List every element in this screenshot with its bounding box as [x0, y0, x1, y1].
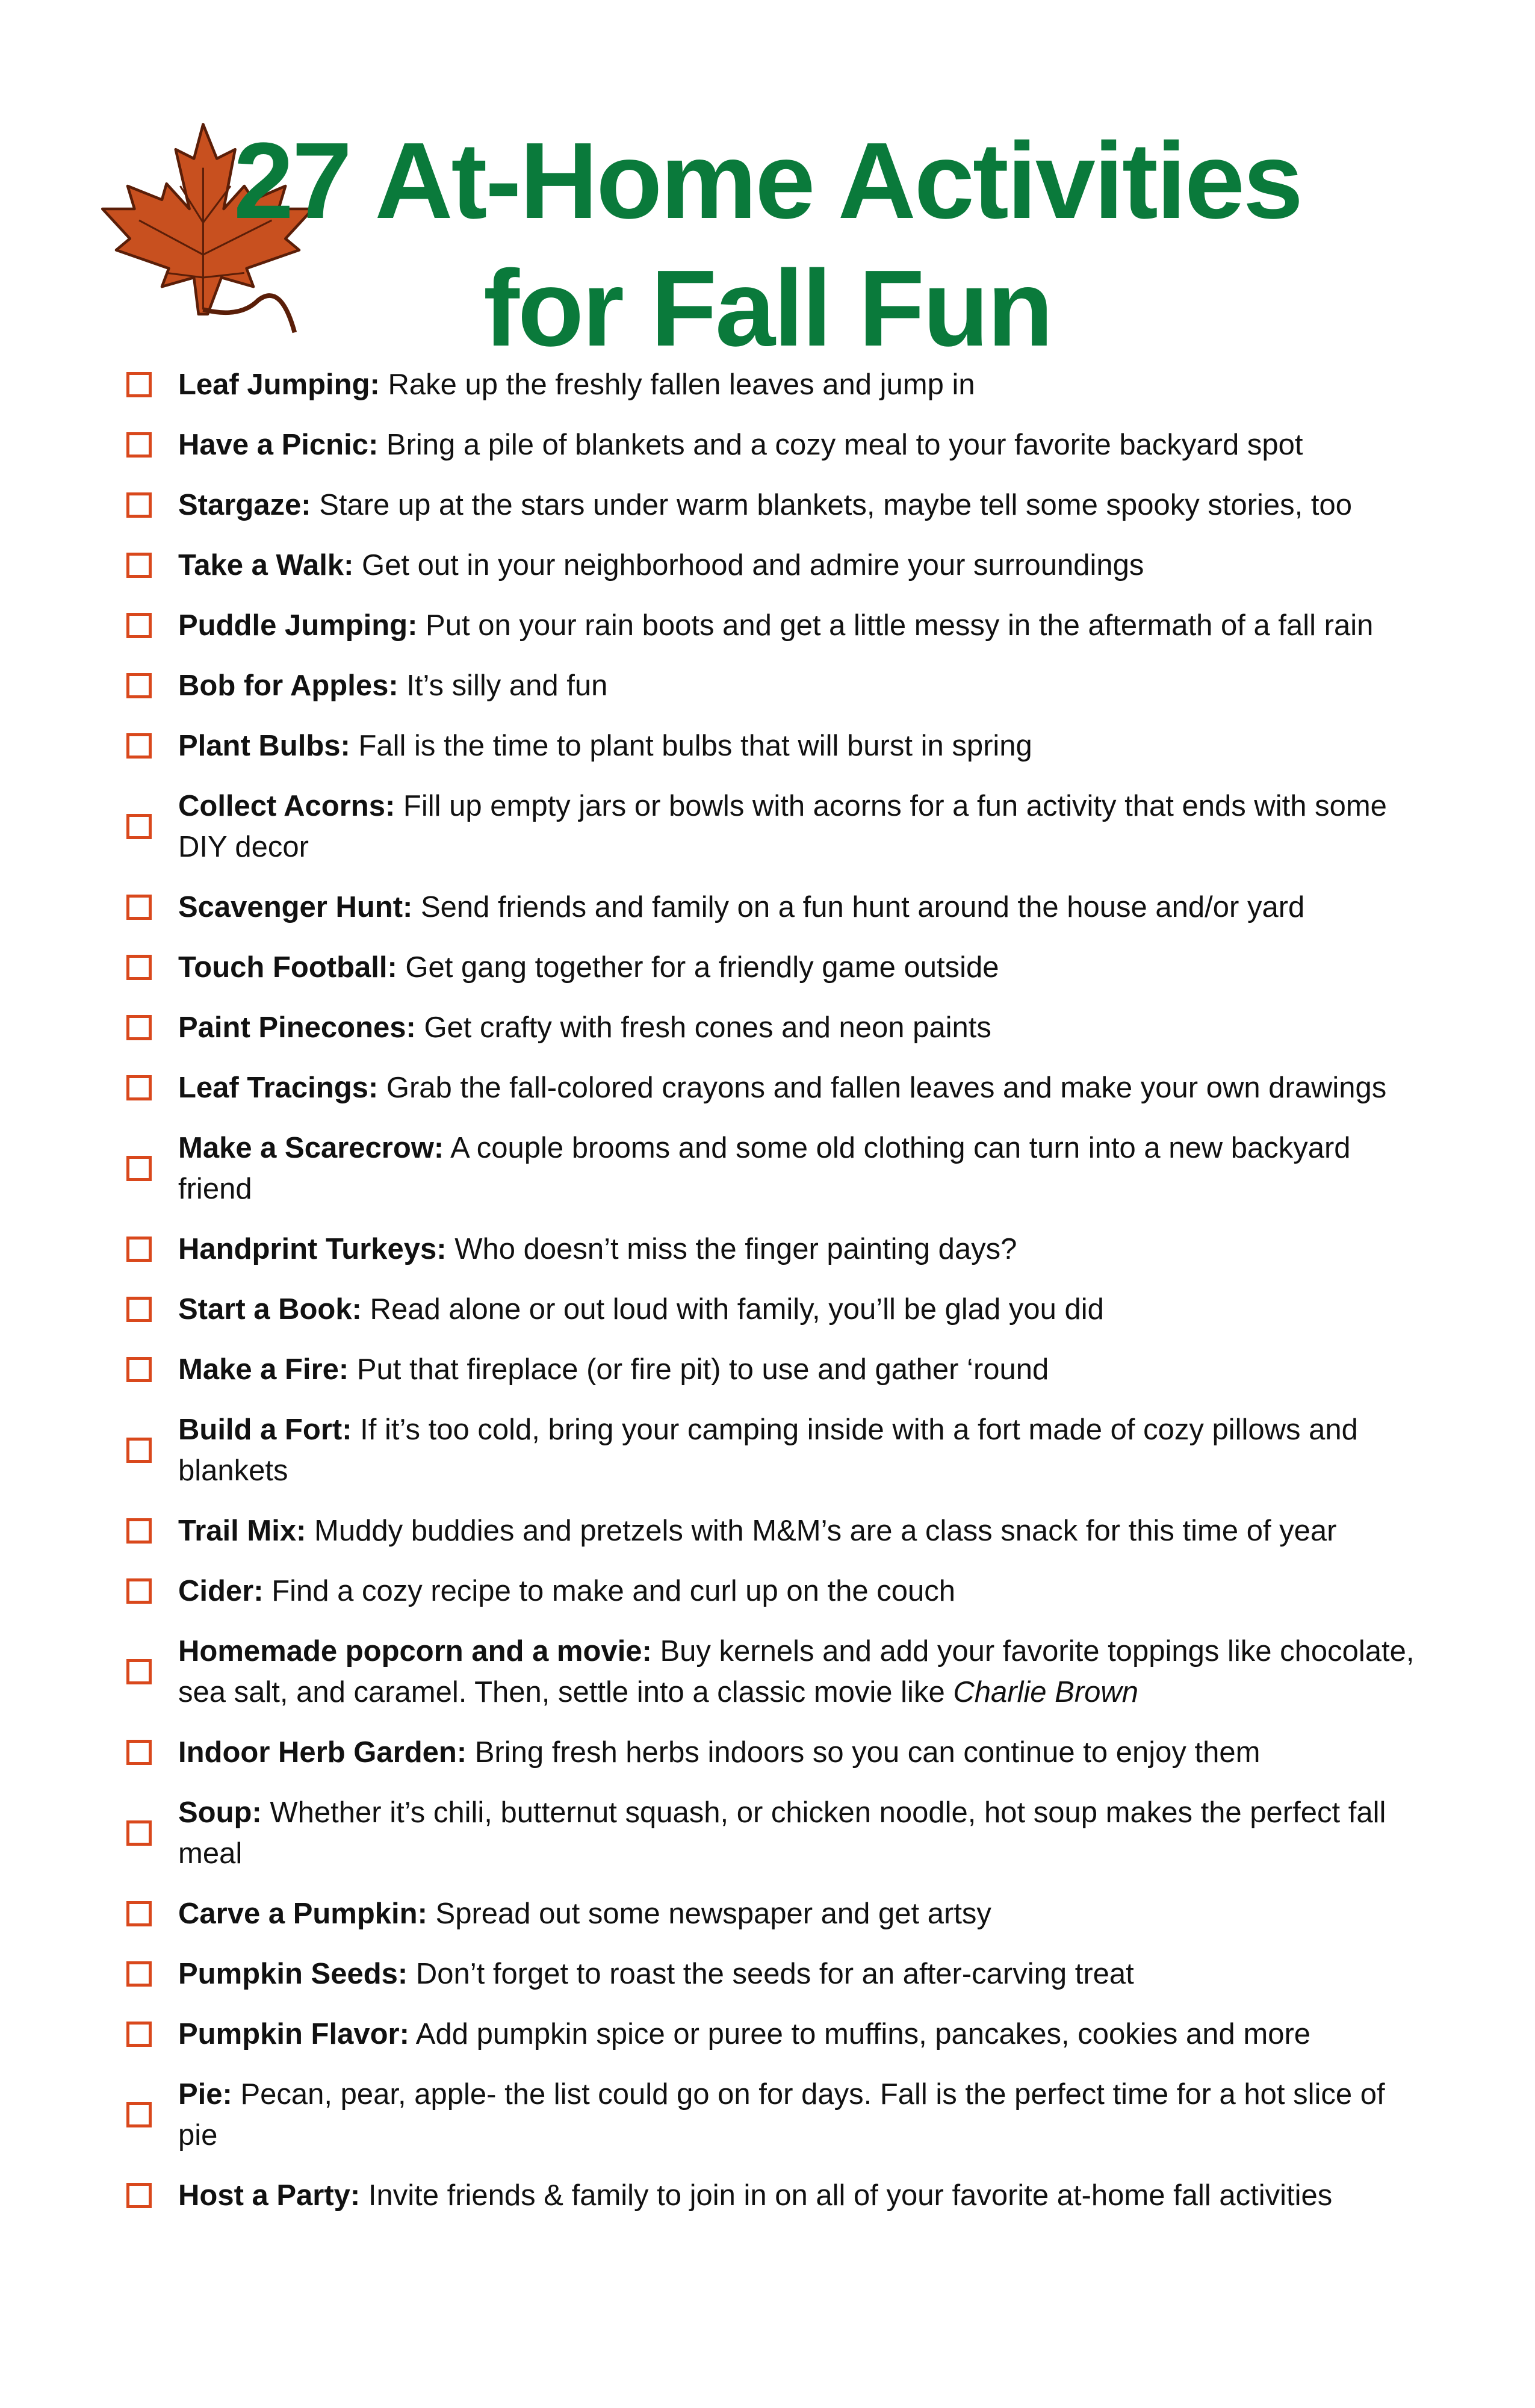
activity-text — [178, 1289, 1424, 1330]
list-item — [126, 605, 1427, 646]
activity-label: Handprint Turkeys: — [178, 1233, 447, 1265]
activity-text — [178, 1631, 1424, 1713]
activity-label: Soup: — [178, 1796, 262, 1829]
activity-label: Cider: — [178, 1575, 264, 1607]
checkbox[interactable] — [126, 553, 152, 578]
activity-text — [178, 1067, 1424, 1108]
checkbox[interactable] — [126, 613, 152, 638]
activity-label: Homemade popcorn and a movie: — [178, 1635, 652, 1668]
checkbox[interactable] — [126, 2102, 152, 2127]
activity-label: Start a Book: — [178, 1293, 362, 1326]
activity-text — [178, 665, 1424, 706]
list-item — [126, 545, 1427, 586]
activity-description: Get gang together for a friendly game outside — [397, 951, 999, 984]
activity-label: Leaf Jumping: — [178, 368, 380, 401]
checkbox[interactable] — [126, 432, 152, 458]
activity-description: Send friends and family on a fun hunt around the house and/or yard — [412, 891, 1305, 923]
activity-description: Invite friends & family to join in on all of your favorite at-home fall activities — [360, 2179, 1333, 2212]
list-item — [126, 1349, 1427, 1390]
list-item — [126, 725, 1427, 766]
checkbox[interactable] — [126, 1961, 152, 1987]
activity-text — [178, 1510, 1424, 1551]
checkbox[interactable] — [126, 1156, 152, 1181]
checkbox[interactable] — [126, 1740, 152, 1765]
list-item — [126, 1792, 1427, 1874]
activity-text — [178, 1007, 1424, 1048]
list-item — [126, 2175, 1427, 2216]
activity-description: If it’s too cold, bring your camping inside with a fort made of cozy pillows and blankets — [178, 1413, 1358, 1487]
list-item — [126, 887, 1427, 928]
activity-label: Trail Mix: — [178, 1515, 306, 1547]
activity-description: Get crafty with fresh cones and neon paints — [415, 1011, 991, 1044]
list-item — [126, 1007, 1427, 1048]
list-item — [126, 1732, 1427, 1773]
activity-text — [178, 786, 1424, 867]
activity-description: A couple brooms and some old clothing can turn into a new backyard friend — [178, 1132, 1351, 1205]
activity-label: Indoor Herb Garden: — [178, 1736, 467, 1769]
activity-description: Fill up empty jars or bowls with acorns for a fun activity that ends with some DIY decor — [178, 790, 1387, 863]
list-item — [126, 947, 1427, 988]
activity-label: Scavenger Hunt: — [178, 891, 413, 923]
activity-description: Bring fresh herbs indoors so you can continue to enjoy them — [467, 1736, 1261, 1769]
list-item — [126, 1631, 1427, 1713]
activity-label: Pie: — [178, 2078, 232, 2111]
checkbox[interactable] — [126, 2022, 152, 2047]
list-item — [126, 2074, 1427, 2156]
activity-description: It’s silly and fun — [398, 669, 608, 702]
checkbox[interactable] — [126, 1578, 152, 1604]
activity-text — [178, 1229, 1424, 1270]
list-item — [126, 424, 1427, 465]
activity-label: Collect Acorns: — [178, 790, 395, 822]
list-item — [126, 786, 1427, 867]
activity-description: Grab the fall-colored crayons and fallen leaves and make your own drawings — [378, 1072, 1387, 1104]
activity-description: Find a cozy recipe to make and curl up on the couch — [263, 1575, 955, 1607]
checkbox[interactable] — [126, 955, 152, 980]
activity-label: Bob for Apples: — [178, 669, 398, 702]
list-item — [126, 1893, 1427, 1934]
activity-text — [178, 545, 1424, 586]
activity-description: Put that fireplace (or fire pit) to use and gather ‘round — [349, 1353, 1049, 1386]
activity-text — [178, 1571, 1424, 1612]
activity-label: Take a Walk: — [178, 549, 354, 582]
activity-label: Make a Fire: — [178, 1353, 349, 1386]
list-item — [126, 1289, 1427, 1330]
activity-text — [178, 725, 1424, 766]
activity-description: Stare up at the stars under warm blankets, maybe tell some spooky stories, too — [311, 489, 1353, 521]
activity-description: Buy kernels and add your favorite toppings like chocolate, sea salt, and caramel. Then, settle into a classic movie like — [178, 1635, 1415, 1708]
checkbox[interactable] — [126, 1901, 152, 1926]
checkbox[interactable] — [126, 492, 152, 518]
checkbox[interactable] — [126, 2183, 152, 2208]
list-item — [126, 1510, 1427, 1551]
list-item — [126, 1953, 1427, 1994]
activity-text — [178, 887, 1424, 928]
activity-label: Carve a Pumpkin: — [178, 1898, 427, 1930]
checkbox[interactable] — [126, 1075, 152, 1100]
checkbox[interactable] — [126, 372, 152, 397]
list-item — [126, 1571, 1427, 1612]
checkbox[interactable] — [126, 1438, 152, 1463]
list-item — [126, 1409, 1427, 1491]
activity-label: Plant Bulbs: — [178, 730, 350, 762]
activity-description: Get out in your neighborhood and admire your surroundings — [353, 549, 1144, 582]
activity-text — [178, 605, 1424, 646]
title-line-2: for Fall Fun — [483, 248, 1052, 369]
activity-description: Put on your rain boots and get a little messy in the aftermath of a fall rain — [417, 609, 1374, 642]
activity-text — [178, 1349, 1424, 1390]
activity-label: Host a Party: — [178, 2179, 361, 2212]
activity-text — [178, 1893, 1424, 1934]
activity-description: Add pumpkin spice or puree to muffins, pancakes, cookies and more — [409, 2018, 1311, 2050]
activity-text — [178, 947, 1424, 988]
page-title — [0, 117, 1535, 373]
activity-label: Paint Pinecones: — [178, 1011, 416, 1044]
activity-description: Don’t forget to roast the seeds for an after-carving treat — [408, 1958, 1134, 1990]
activity-text — [178, 1409, 1424, 1491]
activity-label: Make a Scarecrow: — [178, 1132, 444, 1164]
activity-emphasis: Charlie Brown — [953, 1676, 1139, 1708]
activity-label: Build a Fort: — [178, 1413, 352, 1446]
list-item — [126, 1229, 1427, 1270]
list-item — [126, 2014, 1427, 2055]
activity-label: Pumpkin Seeds: — [178, 1958, 408, 1990]
checkbox[interactable] — [126, 733, 152, 759]
activity-text — [178, 424, 1424, 465]
list-item — [126, 665, 1427, 706]
checkbox[interactable] — [126, 1820, 152, 1846]
list-item — [126, 485, 1427, 526]
checkbox[interactable] — [126, 895, 152, 920]
activity-label: Stargaze: — [178, 489, 311, 521]
activity-label: Puddle Jumping: — [178, 609, 418, 642]
activity-text — [178, 1732, 1424, 1773]
title-line-1: 27 At-Home Activities — [233, 120, 1302, 241]
activity-checklist — [126, 364, 1427, 2235]
activity-text — [178, 2014, 1424, 2055]
checkbox[interactable] — [126, 1237, 152, 1262]
activity-description: Fall is the time to plant bulbs that will burst in spring — [350, 730, 1032, 762]
activity-label: Leaf Tracings: — [178, 1072, 379, 1104]
checkbox[interactable] — [126, 1297, 152, 1322]
checkbox[interactable] — [126, 1015, 152, 1040]
activity-description: Spread out some newspaper and get artsy — [427, 1898, 991, 1930]
activity-text — [178, 1953, 1424, 1994]
activity-text — [178, 485, 1424, 526]
checkbox[interactable] — [126, 1659, 152, 1684]
activity-label: Have a Picnic: — [178, 429, 379, 461]
activity-description: Read alone or out loud with family, you’ll be glad you did — [361, 1293, 1104, 1326]
activity-text — [178, 364, 1424, 405]
list-item — [126, 1067, 1427, 1108]
activity-label: Touch Football: — [178, 951, 397, 984]
activity-text — [178, 1792, 1424, 1874]
activity-label: Pumpkin Flavor: — [178, 2018, 409, 2050]
activity-description: Pecan, pear, apple- the list could go on for days. Fall is the perfect time for a hot slice of pie — [178, 2078, 1385, 2152]
checkbox[interactable] — [126, 1518, 152, 1544]
activity-text — [178, 2074, 1424, 2156]
activity-description: Muddy buddies and pretzels with M&M’s are a class snack for this time of year — [306, 1515, 1337, 1547]
list-item — [126, 364, 1427, 405]
checkbox[interactable] — [126, 814, 152, 839]
activity-description: Whether it’s chili, butternut squash, or chicken noodle, hot soup makes the perfect fall meal — [178, 1796, 1386, 1870]
checkbox[interactable] — [126, 1357, 152, 1382]
activity-text — [178, 2175, 1424, 2216]
checkbox[interactable] — [126, 673, 152, 698]
activity-description: Who doesn’t miss the finger painting days? — [446, 1233, 1017, 1265]
list-item — [126, 1128, 1427, 1209]
activity-description: Rake up the freshly fallen leaves and jump in — [379, 368, 975, 401]
activity-text — [178, 1128, 1424, 1209]
activity-description: Bring a pile of blankets and a cozy meal to your favorite backyard spot — [378, 429, 1303, 461]
